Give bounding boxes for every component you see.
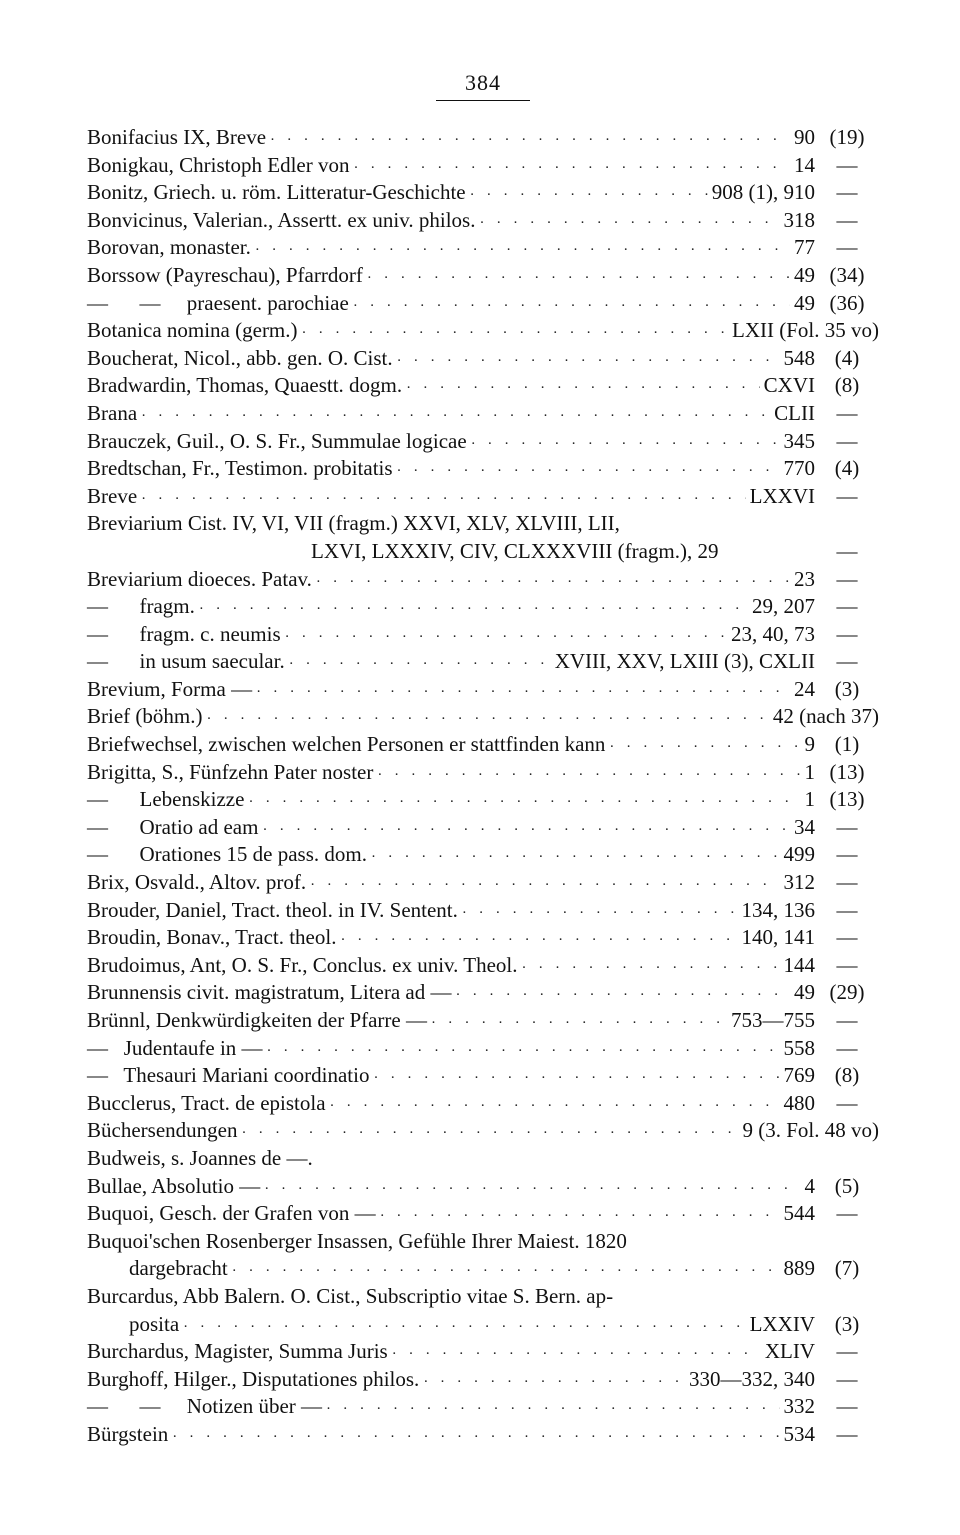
entry-main: [87, 897, 815, 928]
index-entry: [87, 703, 879, 731]
entry-note: (8): [834, 1063, 860, 1088]
entry-page-reference: XVIII, XXV, LXIII (3), CXLII: [554, 649, 815, 674]
entry-note: —: [836, 1339, 858, 1364]
entry-heading: Bonitz, Griech. u. röm. Litteratur-Geschichte: [87, 180, 466, 205]
index-entry: [87, 1393, 879, 1421]
dot-leader: [141, 486, 746, 514]
dot-leader: [397, 458, 780, 486]
entry-main: [87, 1117, 879, 1148]
entry-heading: Buquoi'schen Rosenberger Insassen, Gefühle Ihrer Maiest. 1820: [87, 1228, 627, 1253]
entry-note: (5): [834, 1173, 860, 1198]
entry-page-reference: 753—755: [731, 1008, 815, 1032]
entry-heading: — Judentaufe in —: [87, 1035, 263, 1060]
entry-note: —: [836, 152, 858, 177]
entry-main: [87, 924, 815, 955]
entry-page-reference: 29, 207: [752, 594, 815, 619]
index-entry: [87, 345, 879, 373]
dot-leader: [397, 348, 780, 376]
entry-heading: — fragm. c. neumis: [87, 621, 281, 646]
dot-leader: [431, 1010, 727, 1038]
entry-main: [87, 786, 815, 817]
entry-main: [87, 1228, 815, 1256]
index-entry: [87, 648, 879, 676]
dot-leader: [172, 1424, 779, 1452]
index-entry: [87, 1035, 879, 1063]
entry-main: [87, 483, 815, 514]
entry-note: (1): [834, 732, 860, 757]
index-entry: [87, 400, 879, 428]
entry-note: —: [836, 207, 858, 232]
entry-page-reference: 49: [794, 980, 815, 1005]
entry-note: (7): [834, 1256, 860, 1281]
dot-leader: [406, 375, 760, 403]
index-entry: [87, 1117, 879, 1145]
index-entry: [87, 676, 879, 704]
entry-main: [87, 1173, 815, 1204]
entry-heading: Büchersendungen: [87, 1118, 238, 1143]
entry-page-reference: 4: [804, 1173, 815, 1198]
entry-heading: Breviarium Cist. IV, VI, VII (fragm.) XXVI, XLV, XLVIII, LII,: [87, 511, 620, 536]
entry-note: —: [836, 814, 858, 839]
entry-main: [87, 124, 815, 155]
index-entry: [87, 593, 879, 621]
entry-heading: Bonvicinus, Valerian., Assertt. ex univ. philos.: [87, 207, 476, 232]
entry-note: —: [836, 235, 858, 260]
entry-heading: posita: [129, 1311, 180, 1336]
entry-note: —: [836, 1366, 858, 1391]
entry-heading: Breve: [87, 483, 138, 508]
entry-main: [87, 979, 815, 1010]
dot-leader: [326, 1396, 779, 1424]
index-entry: [87, 1366, 879, 1394]
entry-note: —: [836, 483, 858, 508]
entry-heading: Bradwardin, Thomas, Quaestt. dogm.: [87, 373, 403, 398]
entry-note: (3): [834, 1311, 860, 1336]
dot-leader: [371, 844, 780, 872]
entry-page-reference: 9 (3. Fol. 48 vo): [742, 1118, 879, 1143]
entry-heading: — — praesent. parochiae: [87, 290, 349, 315]
entry-main: [87, 952, 815, 983]
dot-leader: [330, 1093, 780, 1121]
dot-leader: [206, 706, 768, 734]
index-entry: [87, 1200, 879, 1228]
index-entry: [87, 1421, 879, 1449]
entry-page-reference: 312: [783, 870, 815, 895]
dot-leader: [232, 1258, 780, 1286]
dot-leader: [462, 900, 738, 928]
entry-main: [87, 1200, 815, 1231]
entry-note: (13): [829, 787, 865, 812]
entry-main: [87, 648, 815, 679]
entry-note: —: [836, 1035, 858, 1060]
entry-main: [87, 593, 815, 624]
entry-note: —: [836, 538, 858, 563]
dot-leader: [267, 1038, 780, 1066]
entry-note: —: [836, 566, 858, 591]
index-entry: [87, 1090, 879, 1118]
entry-main: [87, 814, 815, 845]
entry-page-reference: 23, 40, 73: [731, 621, 815, 646]
index-entry: [87, 566, 879, 594]
entry-heading: Bucclerus, Tract. de epistola: [87, 1090, 326, 1115]
entry-heading: Brana: [87, 400, 138, 425]
entry-page-reference: 134, 136: [741, 897, 815, 922]
dot-leader: [609, 734, 800, 762]
entry-page-reference: 14: [794, 152, 815, 177]
entry-page-reference: 318: [783, 207, 815, 232]
entry-heading: — Thesauri Mariani coordinatio: [87, 1063, 370, 1088]
entry-page-reference: 9: [804, 732, 815, 757]
entry-heading: Briefwechsel, zwischen welchen Personen er stattfinden kann: [87, 732, 606, 757]
index-entry: [87, 1173, 879, 1201]
entry-heading: Budweis, s. Joannes de —.: [87, 1145, 313, 1170]
index-entry: [87, 1228, 879, 1256]
entry-heading: Bürgstein: [87, 1421, 169, 1446]
entry-note: —: [836, 842, 858, 867]
dot-leader: [373, 1065, 779, 1093]
entry-note: (8): [834, 373, 860, 398]
entry-main: [87, 1007, 815, 1038]
entry-heading: — Orationes 15 de pass. dom.: [87, 842, 367, 867]
dot-leader: [392, 1341, 761, 1369]
entry-page-reference: 889: [783, 1256, 815, 1281]
entry-heading: Botanica nomina (germ.): [87, 318, 298, 343]
entry-page-reference: CXVI: [763, 373, 815, 398]
entry-heading: Burchardus, Magister, Summa Juris: [87, 1339, 388, 1364]
index-entry: [87, 510, 879, 538]
entry-heading: Brief (böhm.): [87, 704, 203, 729]
dot-leader: [470, 182, 708, 210]
index-entry: [87, 152, 879, 180]
entry-page-reference: 42 (nach 37): [772, 704, 879, 729]
entry-heading: Brunnensis civit. magistratum, Litera ad —: [87, 980, 452, 1005]
entry-main: [87, 703, 879, 734]
entry-note: —: [836, 1090, 858, 1115]
dot-leader: [289, 651, 551, 679]
entry-note: —: [836, 925, 858, 950]
page-number: 384: [465, 70, 501, 95]
dot-leader: [302, 320, 729, 348]
entry-note: —: [836, 1201, 858, 1226]
entry-note: (4): [834, 456, 860, 481]
entry-page-reference: 23: [794, 566, 815, 591]
index-entry: [87, 897, 879, 925]
dot-leader: [353, 155, 790, 183]
entry-heading: Breviarium dioeces. Patav.: [87, 566, 312, 591]
dot-leader: [353, 293, 790, 321]
dot-leader: [316, 569, 790, 597]
entry-page-reference: LXXVI: [749, 483, 815, 508]
entry-note: —: [836, 621, 858, 646]
index-entry: [87, 621, 879, 649]
index-entry: [87, 924, 879, 952]
entry-main: [87, 538, 815, 566]
entry-main: [87, 1283, 815, 1311]
entry-heading: Boucherat, Nicol., abb. gen. O. Cist.: [87, 345, 393, 370]
entry-note: (19): [829, 125, 865, 149]
dot-leader: [248, 789, 800, 817]
entry-main: [87, 455, 815, 486]
dot-leader: [479, 210, 779, 238]
entry-main: [87, 1255, 815, 1286]
entry-heading: Bonifacius IX, Breve: [87, 125, 267, 149]
index-entry: [87, 1338, 879, 1366]
entry-heading: Burcardus, Abb Balern. O. Cist., Subscriptio vitae S. Bern. ap-: [87, 1283, 614, 1308]
index-entry: [87, 483, 879, 511]
entry-heading: Brix, Osvald., Altov. prof.: [87, 870, 307, 895]
entry-note: —: [836, 952, 858, 977]
entry-page-reference: 332: [783, 1394, 815, 1419]
entry-page-reference: 345: [783, 428, 815, 453]
entry-page-reference: 1: [804, 787, 815, 812]
index-entry: [87, 979, 879, 1007]
entry-heading: Bullae, Absolutio —: [87, 1173, 261, 1198]
entry-main: [87, 869, 815, 900]
index-entry: [87, 124, 879, 152]
dot-leader: [423, 1369, 685, 1397]
entry-main: [87, 1090, 815, 1121]
entry-main: [87, 1035, 815, 1066]
entry-heading: Brigitta, S., Fünfzehn Pater noster: [87, 759, 374, 784]
entry-main: [87, 1145, 815, 1173]
dot-leader: [241, 1120, 738, 1148]
entry-note: —: [836, 1008, 858, 1032]
index-entry: [87, 1062, 879, 1090]
index-entry: [87, 1283, 879, 1311]
entry-heading: Brudoimus, Ant, O. S. Fr., Conclus. ex univ. Theol.: [87, 952, 518, 977]
index-entry: [87, 234, 879, 262]
entry-heading: Brouder, Daniel, Tract. theol. in IV. Sentent.: [87, 897, 458, 922]
entry-main: [87, 759, 815, 790]
entry-page-reference: 34: [794, 814, 815, 839]
entry-page-reference: 558: [783, 1035, 815, 1060]
index-entry: [87, 1007, 879, 1035]
dot-leader: [256, 679, 790, 707]
entry-heading: Broudin, Bonav., Tract. theol.: [87, 925, 337, 950]
page-number-rule: [436, 100, 530, 101]
entry-note: —: [836, 897, 858, 922]
dot-leader: [199, 596, 748, 624]
entry-heading: — Oratio ad eam: [87, 814, 259, 839]
entry-main: [87, 676, 815, 707]
entry-main: [87, 841, 815, 872]
index-entry: [87, 759, 879, 787]
index-entry: [87, 428, 879, 456]
entry-page-reference: 480: [783, 1090, 815, 1115]
entry-page-reference: CLII: [774, 400, 815, 425]
entry-page-reference: 769: [783, 1063, 815, 1088]
entry-main: [87, 234, 815, 265]
entry-note: —: [836, 870, 858, 895]
entry-note: —: [836, 428, 858, 453]
entry-heading: LXVI, LXXXIV, CIV, CLXXXVIII (fragm.), 29: [311, 538, 719, 563]
entry-main: [87, 510, 815, 538]
entry-page-reference: LXII (Fol. 35 vo): [732, 318, 879, 343]
entry-note: (36): [829, 290, 865, 315]
entry-heading: Bredtschan, Fr., Testimon. probitatis: [87, 456, 393, 481]
entry-heading: — in usum saecular.: [87, 649, 285, 674]
dot-leader: [310, 872, 779, 900]
index-entry: [87, 179, 879, 207]
entry-heading: Brauczek, Guil., O. S. Fr., Summulae logicae: [87, 428, 467, 453]
entry-page-reference: XLIV: [764, 1339, 815, 1364]
entry-page-reference: 1: [804, 759, 815, 784]
entry-note: —: [836, 1421, 858, 1446]
entry-page-reference: 330—332, 340: [689, 1366, 815, 1391]
dot-leader: [285, 624, 727, 652]
index-entry: [87, 207, 879, 235]
entry-page-reference: 90: [794, 125, 815, 149]
entry-main: [87, 207, 815, 238]
entry-main: [87, 345, 815, 376]
entry-note: —: [836, 400, 858, 425]
entry-heading: Brünnl, Denkwürdigkeiten der Pfarre —: [87, 1008, 427, 1032]
dot-leader: [255, 237, 790, 265]
entry-note: —: [836, 180, 858, 205]
dot-leader: [262, 817, 790, 845]
index-entry: [87, 262, 879, 290]
entry-page-reference: 24: [794, 676, 815, 701]
entry-heading: dargebracht: [129, 1256, 228, 1281]
entry-main: [87, 621, 815, 652]
entry-note: (29): [829, 980, 865, 1005]
entry-main: [87, 1062, 815, 1093]
entry-page-reference: 144: [783, 952, 815, 977]
entry-main: [87, 179, 815, 210]
index-entry: [87, 1255, 879, 1283]
entry-main: [87, 731, 815, 762]
dot-leader: [264, 1176, 800, 1204]
entry-heading: Brevium, Forma —: [87, 676, 253, 701]
dot-leader: [380, 1203, 780, 1231]
dot-leader: [270, 127, 790, 155]
dot-leader: [340, 927, 737, 955]
entry-page-reference: 49: [794, 290, 815, 315]
index-entry: [87, 372, 879, 400]
entry-page-reference: 908 (1), 910: [711, 180, 815, 205]
index-entry: [87, 731, 879, 759]
dot-leader: [367, 265, 790, 293]
entry-main: [87, 262, 815, 293]
dot-leader: [456, 982, 790, 1010]
entry-heading: Borovan, monaster.: [87, 235, 251, 260]
entry-page-reference: 534: [783, 1421, 815, 1446]
index-entry: [87, 1145, 879, 1173]
entry-heading: — — Notizen über —: [87, 1394, 323, 1419]
entry-main: [87, 1338, 815, 1369]
entry-main: [87, 1311, 815, 1342]
dot-leader: [522, 955, 780, 983]
dot-leader: [141, 403, 770, 431]
index-entry: [87, 841, 879, 869]
entry-main: [87, 1393, 815, 1424]
entry-main: [87, 317, 879, 348]
dot-leader: [183, 1314, 746, 1342]
index-entry: [87, 317, 879, 345]
entry-heading: Buquoi, Gesch. der Grafen von —: [87, 1201, 376, 1226]
index-entry: [87, 869, 879, 897]
entry-main: [87, 1421, 815, 1452]
entry-note: —: [836, 649, 858, 674]
entry-main: [87, 290, 815, 321]
entry-heading: — fragm.: [87, 594, 195, 619]
index-entry: [87, 814, 879, 842]
entry-note: (4): [834, 345, 860, 370]
index-entry: [87, 290, 879, 318]
index-entry: [87, 786, 879, 814]
entry-main: [87, 566, 815, 597]
entry-heading: — Lebenskizze: [87, 787, 245, 812]
entry-note: —: [836, 594, 858, 619]
entry-page-reference: 140, 141: [741, 925, 815, 950]
entry-page-reference: 77: [794, 235, 815, 260]
entry-page-reference: 770: [783, 456, 815, 481]
entry-heading: Borssow (Payreschau), Pfarrdorf: [87, 262, 363, 287]
entry-main: [87, 372, 815, 403]
entry-note: (3): [834, 676, 860, 701]
entry-note: (34): [829, 262, 865, 287]
entry-main: [87, 428, 815, 459]
dot-leader: [471, 431, 780, 459]
index-entry: [87, 538, 879, 566]
index-entry: [87, 455, 879, 483]
entry-note: (13): [829, 759, 865, 784]
entry-note: —: [836, 1394, 858, 1419]
entry-page-reference: LXXIV: [749, 1311, 815, 1336]
entry-main: [87, 400, 815, 431]
entry-page-reference: 499: [783, 842, 815, 867]
entry-page-reference: 49: [794, 262, 815, 287]
index-list: [87, 124, 879, 1449]
entry-heading: Burghoff, Hilger., Disputationes philos.: [87, 1366, 420, 1391]
entry-page-reference: 544: [783, 1201, 815, 1226]
index-entry: [87, 1311, 879, 1339]
entry-main: [87, 1366, 815, 1397]
entry-page-reference: 548: [783, 345, 815, 370]
entry-heading: Bonigkau, Christoph Edler von: [87, 152, 350, 177]
dot-leader: [377, 762, 800, 790]
index-entry: [87, 952, 879, 980]
entry-main: [87, 152, 815, 183]
